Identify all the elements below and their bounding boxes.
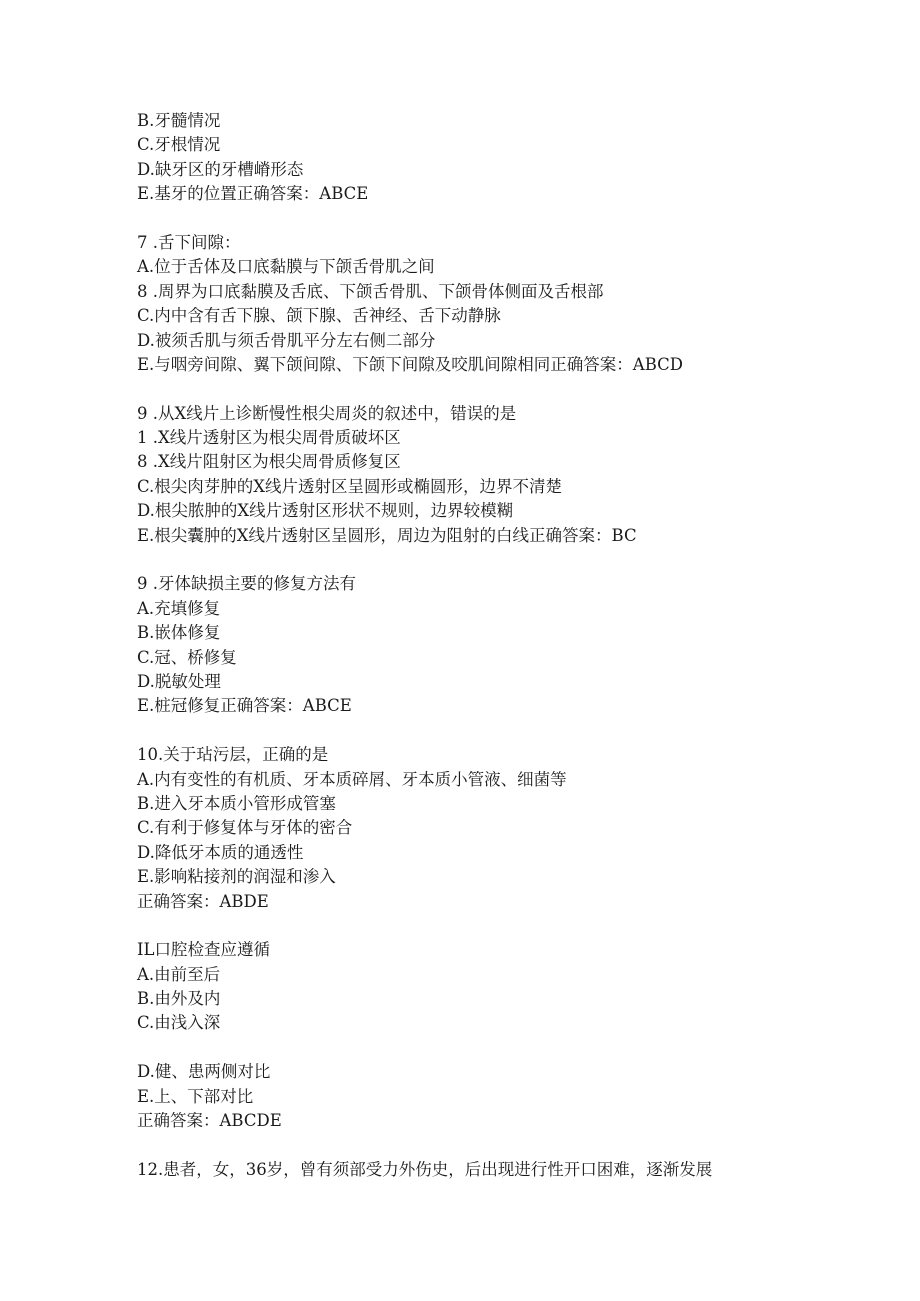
option-line: A.内有变性的有机质、牙本质碎屑、牙本质小管液、细菌等: [137, 769, 567, 789]
option-line: E.影响粘接剂的润湿和渗入: [137, 867, 336, 887]
option-line: D.缺牙区的牙槽嵴形态: [137, 159, 304, 179]
question-stem: 12.患者，女，36岁，曾有须部受力外伤史，后出现进行性开口困难，逐渐发展: [137, 1159, 713, 1179]
block-spacer: [137, 548, 837, 572]
question-block-10: [137, 743, 837, 914]
answer-line: 正确答案：ABDE: [137, 891, 269, 911]
option-line: C.牙根情况: [137, 135, 221, 155]
question-stem: IL口腔检查应遵循: [137, 940, 270, 960]
block-spacer: [137, 914, 837, 938]
question-stem: 10.关于玷污层，正确的是: [137, 745, 329, 765]
question-stem: 9 .牙体缺损主要的修复方法有: [137, 574, 356, 594]
option-answer-line: E.桩冠修复正确答案：ABCE: [137, 696, 352, 716]
option-line: D.被须舌肌与须舌骨肌平分左右侧二部分: [137, 330, 436, 350]
option-line: A.充填修复: [137, 598, 221, 618]
option-answer-line: E.基牙的位置正确答案：ABCE: [137, 184, 369, 204]
option-line: A.由前至后: [137, 964, 221, 984]
option-line: 1 .X线片透射区为根尖周骨质破坏区: [137, 428, 401, 448]
option-line: B.嵌体修复: [137, 623, 221, 643]
option-line: D.健、患两侧对比: [137, 1062, 271, 1082]
option-line: D.脱敏处理: [137, 671, 221, 691]
answer-line: 正确答案：ABCDE: [137, 1111, 282, 1131]
option-line: B.由外及内: [137, 989, 221, 1009]
option-line: C.有利于修复体与牙体的密合: [137, 818, 353, 838]
question-block-11-cont: [137, 1060, 837, 1133]
option-line: 8 .周界为口底黏膜及舌底、下颌舌骨肌、下颌骨体侧面及舌根部: [137, 281, 604, 301]
option-answer-line: E.根尖囊肿的X线片透射区呈圆形，周边为阻射的白线正确答案：BC: [137, 525, 637, 545]
option-line: E.上、下部对比: [137, 1086, 254, 1106]
document-page: [137, 109, 837, 1182]
question-block-7: [137, 231, 837, 377]
block-spacer: [137, 377, 837, 401]
question-block-6-tail: [137, 109, 837, 207]
option-line: 8 .X线片阻射区为根尖周骨质修复区: [137, 452, 401, 472]
question-block-9a: [137, 402, 837, 548]
option-line: D.降低牙本质的通透性: [137, 842, 304, 862]
block-spacer: [137, 207, 837, 231]
option-line: B.进入牙本质小管形成管塞: [137, 793, 336, 813]
question-block-11: [137, 938, 837, 1036]
block-spacer: [137, 1133, 837, 1157]
question-stem: 7 .舌下间隙：: [137, 232, 241, 252]
option-line: C.由浅入深: [137, 1013, 221, 1033]
option-line: C.根尖肉芽肿的X线片透射区呈圆形或椭圆形，边界不清楚: [137, 476, 563, 496]
option-line: C.内中含有舌下腺、颌下腺、舌神经、舌下动静脉: [137, 306, 501, 326]
option-line: C.冠、桥修复: [137, 647, 237, 667]
block-spacer: [137, 719, 837, 743]
question-block-12: [137, 1158, 837, 1182]
option-answer-line: E.与咽旁间隙、翼下颌间隙、下颌下间隙及咬肌间隙相同正确答案：ABCD: [137, 354, 683, 374]
question-block-9b: [137, 572, 837, 718]
question-stem: 9 .从X线片上诊断慢性根尖周炎的叙述中，错误的是: [137, 403, 517, 423]
block-spacer: [137, 1036, 837, 1060]
option-line: A.位于舌体及口底黏膜与下颌舌骨肌之间: [137, 257, 435, 277]
option-line: B.牙髓情况: [137, 111, 221, 130]
option-line: D.根尖脓肿的X线片透射区形状不规则，边界较模糊: [137, 501, 514, 521]
